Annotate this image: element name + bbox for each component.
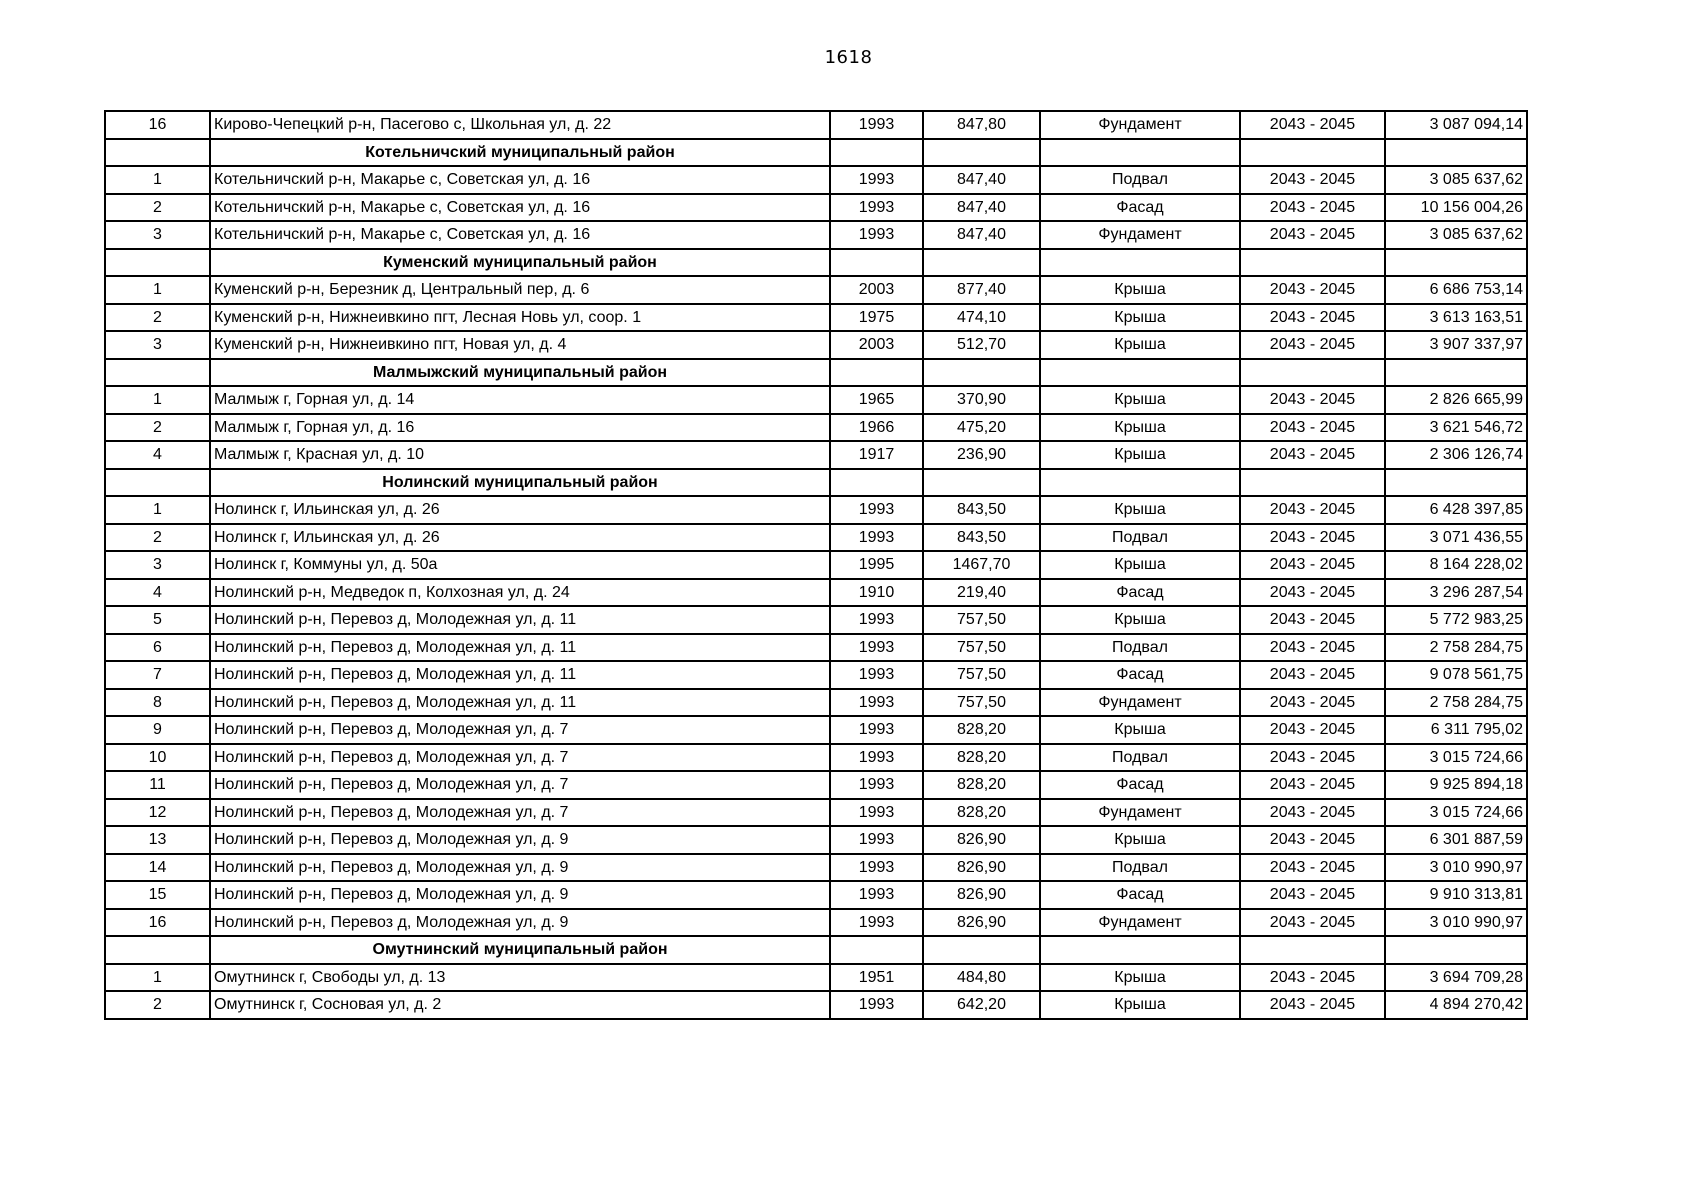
- table-row: [105, 496, 1527, 524]
- cost-cell: 3 071 436,55: [1385, 524, 1527, 552]
- work-type-cell: Подвал: [1040, 854, 1240, 882]
- cost-cell: 6 301 887,59: [1385, 826, 1527, 854]
- row-number-cell: 11: [105, 771, 210, 799]
- area-cell: 877,40: [923, 276, 1040, 304]
- table-row: [105, 909, 1527, 937]
- row-number-cell: 1: [105, 276, 210, 304]
- cost-cell: 2 826 665,99: [1385, 386, 1527, 414]
- period-cell: 2043 - 2045: [1240, 689, 1385, 717]
- empty-cell: [1385, 469, 1527, 497]
- year-built-cell: 1995: [830, 551, 923, 579]
- cost-cell: 9 925 894,18: [1385, 771, 1527, 799]
- district-header-row: [105, 359, 1527, 387]
- work-type-cell: Подвал: [1040, 166, 1240, 194]
- area-cell: 826,90: [923, 854, 1040, 882]
- year-built-cell: 2003: [830, 276, 923, 304]
- district-header-row: [105, 469, 1527, 497]
- address-cell: Малмыж г, Горная ул, д. 16: [210, 414, 830, 442]
- period-cell: 2043 - 2045: [1240, 771, 1385, 799]
- work-type-cell: Крыша: [1040, 964, 1240, 992]
- period-cell: 2043 - 2045: [1240, 524, 1385, 552]
- period-cell: 2043 - 2045: [1240, 166, 1385, 194]
- cost-cell: 2 306 126,74: [1385, 441, 1527, 469]
- work-type-cell: Фасад: [1040, 661, 1240, 689]
- table-row: [105, 716, 1527, 744]
- row-number-cell: 15: [105, 881, 210, 909]
- row-number-cell: 7: [105, 661, 210, 689]
- empty-cell: [1240, 936, 1385, 964]
- year-built-cell: 1993: [830, 634, 923, 662]
- year-built-cell: 1993: [830, 194, 923, 222]
- work-type-cell: Фундамент: [1040, 221, 1240, 249]
- address-cell: Куменский р-н, Нижнеивкино пгт, Лесная Новь ул, соор. 1: [210, 304, 830, 332]
- page-number: 1618: [824, 47, 873, 68]
- year-built-cell: 1993: [830, 991, 923, 1019]
- area-cell: 847,40: [923, 166, 1040, 194]
- empty-cell: [1240, 249, 1385, 277]
- year-built-cell: 1993: [830, 606, 923, 634]
- period-cell: 2043 - 2045: [1240, 221, 1385, 249]
- row-number-cell: 4: [105, 441, 210, 469]
- area-cell: 828,20: [923, 771, 1040, 799]
- empty-cell: [1240, 139, 1385, 167]
- area-cell: 512,70: [923, 331, 1040, 359]
- empty-cell: [1385, 139, 1527, 167]
- table-row: [105, 881, 1527, 909]
- period-cell: 2043 - 2045: [1240, 606, 1385, 634]
- row-number-cell: 10: [105, 744, 210, 772]
- area-cell: 370,90: [923, 386, 1040, 414]
- work-type-cell: Подвал: [1040, 634, 1240, 662]
- period-cell: 2043 - 2045: [1240, 304, 1385, 332]
- year-built-cell: 1993: [830, 716, 923, 744]
- table-row: [105, 799, 1527, 827]
- table-row: [105, 194, 1527, 222]
- table-row: [105, 771, 1527, 799]
- work-type-cell: Подвал: [1040, 524, 1240, 552]
- empty-cell: [830, 249, 923, 277]
- address-cell: Нолинский р-н, Перевоз д, Молодежная ул, д. 9: [210, 881, 830, 909]
- work-type-cell: Фасад: [1040, 881, 1240, 909]
- year-built-cell: 1993: [830, 826, 923, 854]
- row-number-cell: 5: [105, 606, 210, 634]
- row-number-cell: 13: [105, 826, 210, 854]
- work-type-cell: Крыша: [1040, 276, 1240, 304]
- work-type-cell: Фундамент: [1040, 909, 1240, 937]
- period-cell: 2043 - 2045: [1240, 909, 1385, 937]
- period-cell: 2043 - 2045: [1240, 441, 1385, 469]
- cost-cell: 9 910 313,81: [1385, 881, 1527, 909]
- address-cell: Нолинский р-н, Перевоз д, Молодежная ул, д. 11: [210, 606, 830, 634]
- empty-cell: [923, 139, 1040, 167]
- address-cell: Нолинский р-н, Медведок п, Колхозная ул, д. 24: [210, 579, 830, 607]
- table-row: [105, 964, 1527, 992]
- area-cell: 826,90: [923, 826, 1040, 854]
- table-row: [105, 689, 1527, 717]
- area-cell: 826,90: [923, 881, 1040, 909]
- period-cell: 2043 - 2045: [1240, 579, 1385, 607]
- table-row: [105, 606, 1527, 634]
- year-built-cell: 1993: [830, 661, 923, 689]
- district-header-row: [105, 936, 1527, 964]
- work-type-cell: Крыша: [1040, 551, 1240, 579]
- period-cell: 2043 - 2045: [1240, 744, 1385, 772]
- work-type-cell: Подвал: [1040, 744, 1240, 772]
- period-cell: 2043 - 2045: [1240, 496, 1385, 524]
- table-row: [105, 826, 1527, 854]
- district-name: Малмыжский муниципальный район: [210, 359, 830, 387]
- cost-cell: 3 010 990,97: [1385, 909, 1527, 937]
- row-number-cell: 1: [105, 166, 210, 194]
- work-type-cell: Крыша: [1040, 386, 1240, 414]
- period-cell: 2043 - 2045: [1240, 551, 1385, 579]
- address-cell: Нолинский р-н, Перевоз д, Молодежная ул, д. 11: [210, 634, 830, 662]
- area-cell: 828,20: [923, 716, 1040, 744]
- work-type-cell: Крыша: [1040, 826, 1240, 854]
- address-cell: Котельничский р-н, Макарье с, Советская ул, д. 16: [210, 221, 830, 249]
- empty-cell: [923, 469, 1040, 497]
- work-type-cell: Крыша: [1040, 496, 1240, 524]
- year-built-cell: 1966: [830, 414, 923, 442]
- empty-cell: [1040, 249, 1240, 277]
- row-number-cell: 2: [105, 524, 210, 552]
- district-header-row: [105, 249, 1527, 277]
- year-built-cell: 1993: [830, 771, 923, 799]
- row-number-cell: 3: [105, 551, 210, 579]
- table-row: [105, 551, 1527, 579]
- area-cell: 847,40: [923, 194, 1040, 222]
- period-cell: 2043 - 2045: [1240, 716, 1385, 744]
- cost-cell: 3 085 637,62: [1385, 221, 1527, 249]
- row-number-cell: 2: [105, 414, 210, 442]
- row-number-cell: 1: [105, 964, 210, 992]
- table-row: [105, 854, 1527, 882]
- empty-cell: [1040, 359, 1240, 387]
- period-cell: 2043 - 2045: [1240, 854, 1385, 882]
- table-row: [105, 661, 1527, 689]
- address-cell: Куменский р-н, Нижнеивкино пгт, Новая ул, д. 4: [210, 331, 830, 359]
- work-type-cell: Крыша: [1040, 606, 1240, 634]
- period-cell: 2043 - 2045: [1240, 799, 1385, 827]
- empty-cell: [923, 359, 1040, 387]
- empty-cell: [105, 139, 210, 167]
- row-number-cell: 14: [105, 854, 210, 882]
- area-cell: 828,20: [923, 744, 1040, 772]
- table-row: [105, 386, 1527, 414]
- work-type-cell: Крыша: [1040, 716, 1240, 744]
- year-built-cell: 1917: [830, 441, 923, 469]
- row-number-cell: 4: [105, 579, 210, 607]
- address-cell: Нолинский р-н, Перевоз д, Молодежная ул, д. 9: [210, 826, 830, 854]
- period-cell: 2043 - 2045: [1240, 331, 1385, 359]
- row-number-cell: 6: [105, 634, 210, 662]
- table-body: [105, 111, 1527, 1019]
- work-type-cell: Фундамент: [1040, 689, 1240, 717]
- repair-schedule-table: [104, 110, 1528, 1020]
- empty-cell: [1240, 469, 1385, 497]
- row-number-cell: 16: [105, 111, 210, 139]
- year-built-cell: 1993: [830, 221, 923, 249]
- area-cell: 843,50: [923, 496, 1040, 524]
- row-number-cell: 2: [105, 194, 210, 222]
- cost-cell: 3 010 990,97: [1385, 854, 1527, 882]
- period-cell: 2043 - 2045: [1240, 991, 1385, 1019]
- district-name: Куменский муниципальный район: [210, 249, 830, 277]
- row-number-cell: 3: [105, 221, 210, 249]
- area-cell: 484,80: [923, 964, 1040, 992]
- address-cell: Омутнинск г, Свободы ул, д. 13: [210, 964, 830, 992]
- empty-cell: [1385, 359, 1527, 387]
- cost-cell: 2 758 284,75: [1385, 689, 1527, 717]
- period-cell: 2043 - 2045: [1240, 881, 1385, 909]
- work-type-cell: Крыша: [1040, 414, 1240, 442]
- table-row: [105, 579, 1527, 607]
- area-cell: 1467,70: [923, 551, 1040, 579]
- area-cell: 757,50: [923, 689, 1040, 717]
- cost-cell: 3 015 724,66: [1385, 744, 1527, 772]
- area-cell: 847,40: [923, 221, 1040, 249]
- cost-cell: 4 894 270,42: [1385, 991, 1527, 1019]
- row-number-cell: 1: [105, 386, 210, 414]
- year-built-cell: 1993: [830, 854, 923, 882]
- empty-cell: [1385, 936, 1527, 964]
- address-cell: Омутнинск г, Сосновая ул, д. 2: [210, 991, 830, 1019]
- cost-cell: 3 694 709,28: [1385, 964, 1527, 992]
- cost-cell: 3 907 337,97: [1385, 331, 1527, 359]
- table-row: [105, 276, 1527, 304]
- area-cell: 828,20: [923, 799, 1040, 827]
- year-built-cell: 1993: [830, 166, 923, 194]
- work-type-cell: Фундамент: [1040, 111, 1240, 139]
- area-cell: 474,10: [923, 304, 1040, 332]
- empty-cell: [830, 936, 923, 964]
- table-row: [105, 414, 1527, 442]
- work-type-cell: Фасад: [1040, 194, 1240, 222]
- area-cell: 219,40: [923, 579, 1040, 607]
- empty-cell: [105, 936, 210, 964]
- empty-cell: [830, 469, 923, 497]
- empty-cell: [105, 359, 210, 387]
- address-cell: Нолинский р-н, Перевоз д, Молодежная ул, д. 11: [210, 661, 830, 689]
- table-row: [105, 166, 1527, 194]
- cost-cell: 2 758 284,75: [1385, 634, 1527, 662]
- address-cell: Котельничский р-н, Макарье с, Советская ул, д. 16: [210, 194, 830, 222]
- address-cell: Куменский р-н, Березник д, Центральный пер, д. 6: [210, 276, 830, 304]
- address-cell: Нолинский р-н, Перевоз д, Молодежная ул, д. 7: [210, 744, 830, 772]
- work-type-cell: Крыша: [1040, 991, 1240, 1019]
- table-row: [105, 111, 1527, 139]
- address-cell: Нолинский р-н, Перевоз д, Молодежная ул, д. 7: [210, 716, 830, 744]
- district-name: Котельничский муниципальный район: [210, 139, 830, 167]
- cost-cell: 5 772 983,25: [1385, 606, 1527, 634]
- district-header-row: [105, 139, 1527, 167]
- empty-cell: [1385, 249, 1527, 277]
- year-built-cell: 1993: [830, 111, 923, 139]
- row-number-cell: 3: [105, 331, 210, 359]
- period-cell: 2043 - 2045: [1240, 826, 1385, 854]
- table-row: [105, 441, 1527, 469]
- year-built-cell: 1951: [830, 964, 923, 992]
- year-built-cell: 1965: [830, 386, 923, 414]
- year-built-cell: 1993: [830, 881, 923, 909]
- empty-cell: [105, 249, 210, 277]
- period-cell: 2043 - 2045: [1240, 111, 1385, 139]
- work-type-cell: Фасад: [1040, 579, 1240, 607]
- empty-cell: [830, 139, 923, 167]
- year-built-cell: 1993: [830, 744, 923, 772]
- address-cell: Нолинск г, Ильинская ул, д. 26: [210, 496, 830, 524]
- row-number-cell: 8: [105, 689, 210, 717]
- year-built-cell: 1993: [830, 909, 923, 937]
- table-row: [105, 331, 1527, 359]
- period-cell: 2043 - 2045: [1240, 634, 1385, 662]
- area-cell: 826,90: [923, 909, 1040, 937]
- period-cell: 2043 - 2045: [1240, 194, 1385, 222]
- cost-cell: 3 087 094,14: [1385, 111, 1527, 139]
- period-cell: 2043 - 2045: [1240, 276, 1385, 304]
- empty-cell: [1040, 139, 1240, 167]
- cost-cell: 3 015 724,66: [1385, 799, 1527, 827]
- year-built-cell: 1975: [830, 304, 923, 332]
- address-cell: Котельничский р-н, Макарье с, Советская ул, д. 16: [210, 166, 830, 194]
- empty-cell: [1040, 936, 1240, 964]
- period-cell: 2043 - 2045: [1240, 964, 1385, 992]
- cost-cell: 6 686 753,14: [1385, 276, 1527, 304]
- cost-cell: 3 613 163,51: [1385, 304, 1527, 332]
- area-cell: 847,80: [923, 111, 1040, 139]
- address-cell: Нолинский р-н, Перевоз д, Молодежная ул, д. 11: [210, 689, 830, 717]
- row-number-cell: 2: [105, 304, 210, 332]
- area-cell: 757,50: [923, 661, 1040, 689]
- cost-cell: 6 311 795,02: [1385, 716, 1527, 744]
- table-row: [105, 524, 1527, 552]
- address-cell: Нолинск г, Ильинская ул, д. 26: [210, 524, 830, 552]
- empty-cell: [1240, 359, 1385, 387]
- empty-cell: [1040, 469, 1240, 497]
- period-cell: 2043 - 2045: [1240, 414, 1385, 442]
- year-built-cell: 1910: [830, 579, 923, 607]
- cost-cell: 6 428 397,85: [1385, 496, 1527, 524]
- row-number-cell: 2: [105, 991, 210, 1019]
- cost-cell: 8 164 228,02: [1385, 551, 1527, 579]
- year-built-cell: 1993: [830, 524, 923, 552]
- district-name: Нолинский муниципальный район: [210, 469, 830, 497]
- cost-cell: 3 296 287,54: [1385, 579, 1527, 607]
- address-cell: Кирово-Чепецкий р-н, Пасегово с, Школьная ул, д. 22: [210, 111, 830, 139]
- year-built-cell: 1993: [830, 496, 923, 524]
- work-type-cell: Крыша: [1040, 331, 1240, 359]
- period-cell: 2043 - 2045: [1240, 661, 1385, 689]
- table-row: [105, 221, 1527, 249]
- address-cell: Малмыж г, Горная ул, д. 14: [210, 386, 830, 414]
- table-row: [105, 304, 1527, 332]
- year-built-cell: 2003: [830, 331, 923, 359]
- year-built-cell: 1993: [830, 799, 923, 827]
- area-cell: 757,50: [923, 634, 1040, 662]
- year-built-cell: 1993: [830, 689, 923, 717]
- cost-cell: 9 078 561,75: [1385, 661, 1527, 689]
- work-type-cell: Фасад: [1040, 771, 1240, 799]
- area-cell: 475,20: [923, 414, 1040, 442]
- row-number-cell: 9: [105, 716, 210, 744]
- table-row: [105, 744, 1527, 772]
- address-cell: Малмыж г, Красная ул, д. 10: [210, 441, 830, 469]
- cost-cell: 3 621 546,72: [1385, 414, 1527, 442]
- address-cell: Нолинский р-н, Перевоз д, Молодежная ул, д. 9: [210, 854, 830, 882]
- empty-cell: [923, 249, 1040, 277]
- table-row: [105, 634, 1527, 662]
- cost-cell: 3 085 637,62: [1385, 166, 1527, 194]
- district-name: Омутнинский муниципальный район: [210, 936, 830, 964]
- address-cell: Нолинский р-н, Перевоз д, Молодежная ул, д. 7: [210, 771, 830, 799]
- address-cell: Нолинск г, Коммуны ул, д. 50а: [210, 551, 830, 579]
- row-number-cell: 1: [105, 496, 210, 524]
- address-cell: Нолинский р-н, Перевоз д, Молодежная ул, д. 9: [210, 909, 830, 937]
- period-cell: 2043 - 2045: [1240, 386, 1385, 414]
- empty-cell: [923, 936, 1040, 964]
- work-type-cell: Крыша: [1040, 441, 1240, 469]
- area-cell: 236,90: [923, 441, 1040, 469]
- cost-cell: 10 156 004,26: [1385, 194, 1527, 222]
- work-type-cell: Фундамент: [1040, 799, 1240, 827]
- area-cell: 757,50: [923, 606, 1040, 634]
- table-row: [105, 991, 1527, 1019]
- empty-cell: [830, 359, 923, 387]
- row-number-cell: 16: [105, 909, 210, 937]
- address-cell: Нолинский р-н, Перевоз д, Молодежная ул, д. 7: [210, 799, 830, 827]
- row-number-cell: 12: [105, 799, 210, 827]
- work-type-cell: Крыша: [1040, 304, 1240, 332]
- area-cell: 642,20: [923, 991, 1040, 1019]
- area-cell: 843,50: [923, 524, 1040, 552]
- empty-cell: [105, 469, 210, 497]
